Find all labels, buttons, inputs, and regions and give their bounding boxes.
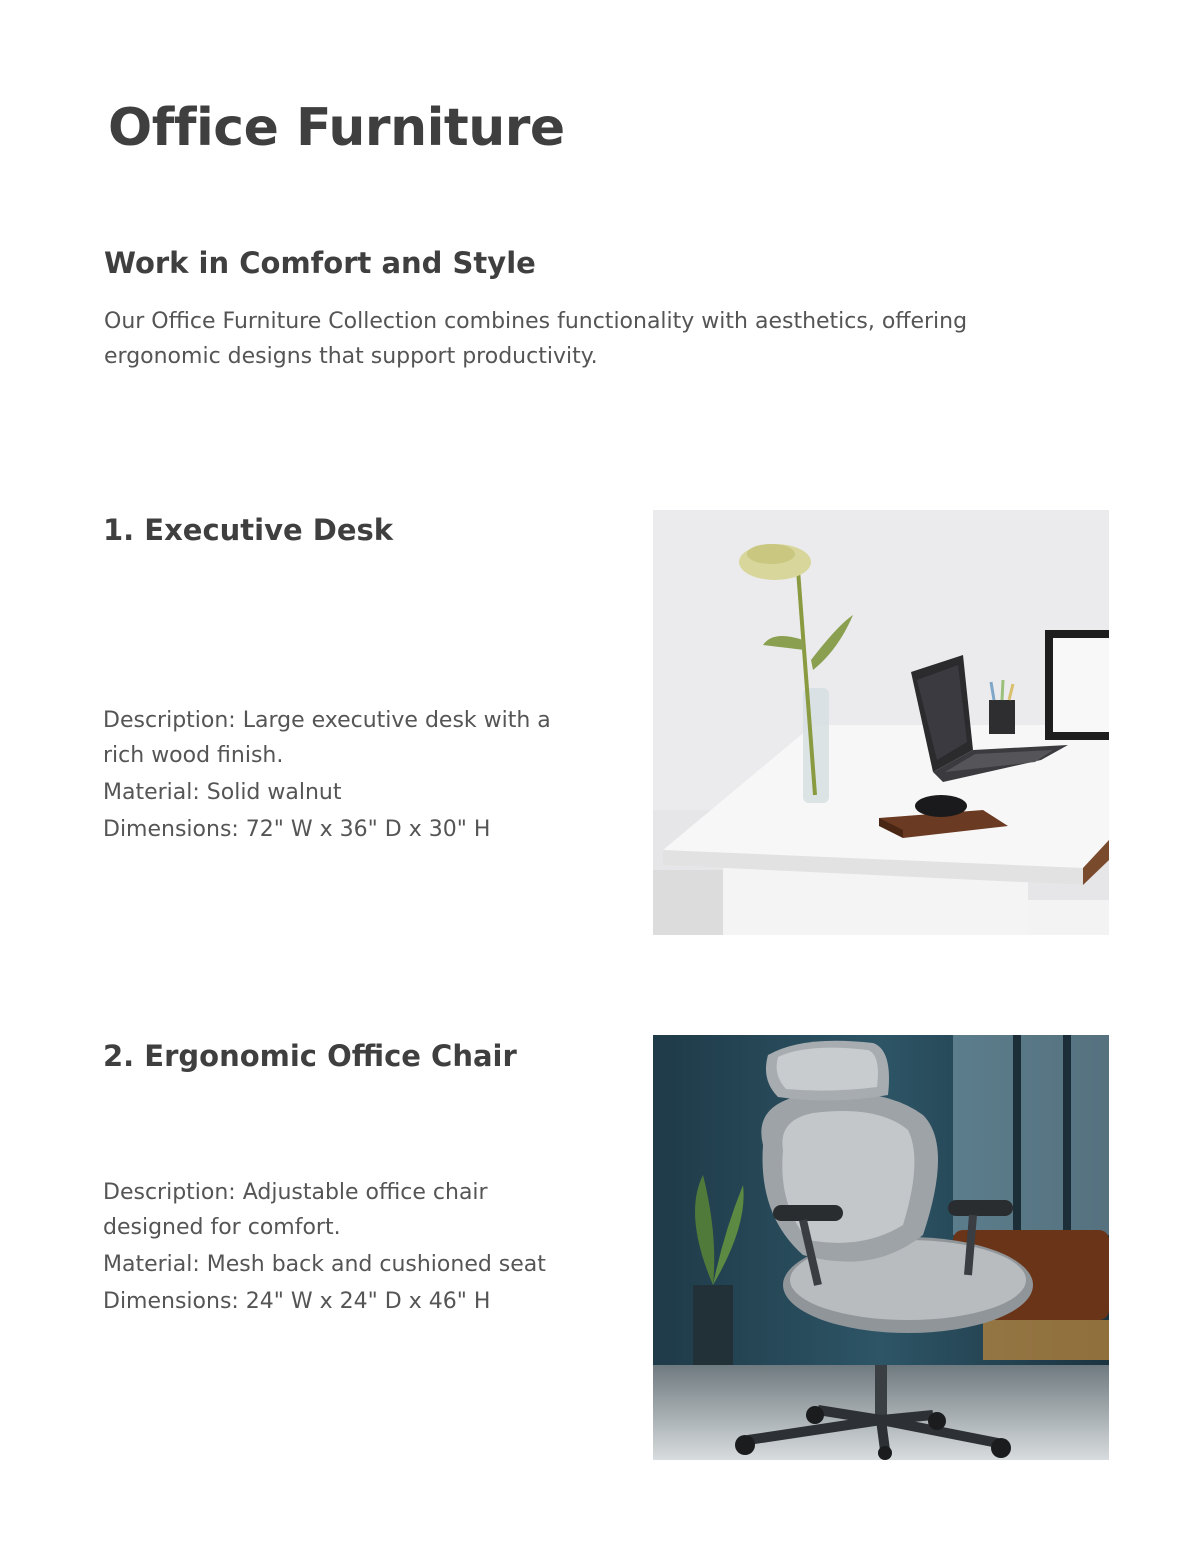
product-details-office-chair [103, 1175, 603, 1319]
product-description: Description: Adjustable office chair designed for comfort. [103, 1180, 488, 1240]
executive-desk-image [653, 510, 1109, 935]
product-title-office-chair: 2. Ergonomic Office Chair [103, 1039, 517, 1073]
product-details-executive-desk [103, 703, 593, 847]
intro-paragraph: Our Office Furniture Collection combines functionality with aesthetics, offering ergonomic designs that support productivity. [104, 309, 968, 369]
product-dimensions: Dimensions: 24" W x 24" D x 46" H [103, 1289, 491, 1314]
product-material: Material: Mesh back and cushioned seat [103, 1252, 546, 1277]
product-description: Description: Large executive desk with a rich wood finish. [103, 708, 551, 768]
product-title-executive-desk: 1. Executive Desk [103, 513, 394, 547]
product-material: Material: Solid walnut [103, 780, 342, 805]
product-dimensions: Dimensions: 72" W x 36" D x 30" H [103, 817, 491, 842]
page-title: Office Furniture [108, 98, 565, 158]
office-chair-image [653, 1035, 1109, 1460]
section-heading: Work in Comfort and Style [104, 246, 536, 280]
